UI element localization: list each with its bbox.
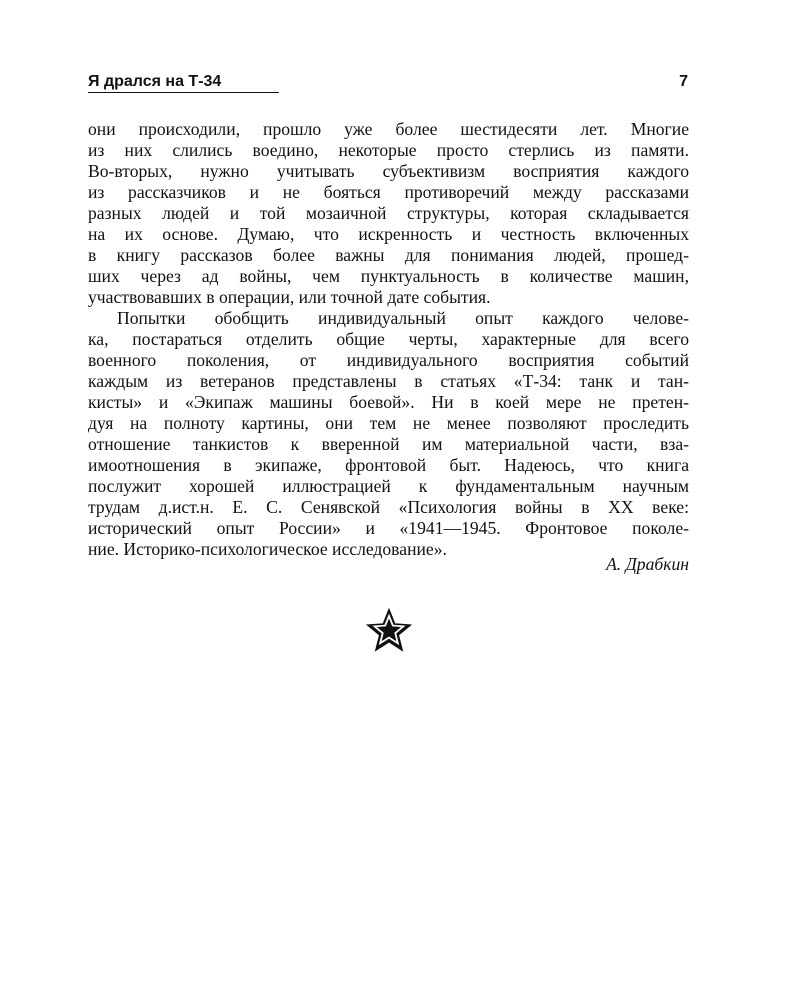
text-line: из рассказчиков и не бояться противоречий между рассказами [88,182,689,202]
author-signature: А. Драбкин [606,554,689,574]
text-line: исторический опыт России» и «1941—1945. Фронтовое поколе- [88,518,689,538]
text-line: в книгу рассказов более важны для понимания людей, прошед- [88,245,689,265]
star-icon [366,608,412,652]
running-header [88,72,688,94]
text-line: ка, постараться отделить общие черты, характерные для всего [88,329,689,349]
book-title: Я дрался на Т-34 [88,72,279,93]
text-line: разных людей и той мозаичной структуры, которая складывается [88,203,689,223]
text-line: отношение танкистов к вверенной им материальной части, вза- [88,434,689,454]
text-line: каждым из ветеранов представлены в статьях «Т-34: танк и тан- [88,371,689,391]
text-line: Во-вторых, нужно учитывать субъективизм восприятия каждого [88,161,689,181]
text-line: послужит хорошей иллюстрацией к фундаментальным научным [88,476,689,496]
text-line: Попытки обобщить индивидуальный опыт каждого челове- [117,308,689,328]
text-line: трудам д.ист.н. Е. С. Сенявской «Психология войны в XX веке: [88,497,689,517]
text-line: из них слились воедино, некоторые просто стерлись из памяти. [88,140,689,160]
text-line: участвовавших в операции, или точной дате события. [88,287,491,307]
text-line: дуя на полноту картины, они тем не менее позволяют проследить [88,413,689,433]
text-line: военного поколения, от индивидуального восприятия событий [88,350,689,370]
page-number: 7 [679,73,688,90]
text-line: на их основе. Думаю, что искренность и честность включенных [88,224,689,244]
body-text [88,119,689,560]
text-line: имоотношения в экипаже, фронтовой быт. Надеюсь, что книга [88,455,689,475]
text-line: кисты» и «Экипаж машины боевой». Ни в коей мере не претен- [88,392,689,412]
text-line: ние. Историко-психологическое исследование». [88,539,447,559]
text-line: они происходили, прошло уже более шестидесяти лет. Многие [88,119,689,139]
text-line: ших через ад войны, чем пунктуальность в количестве машин, [88,266,689,286]
